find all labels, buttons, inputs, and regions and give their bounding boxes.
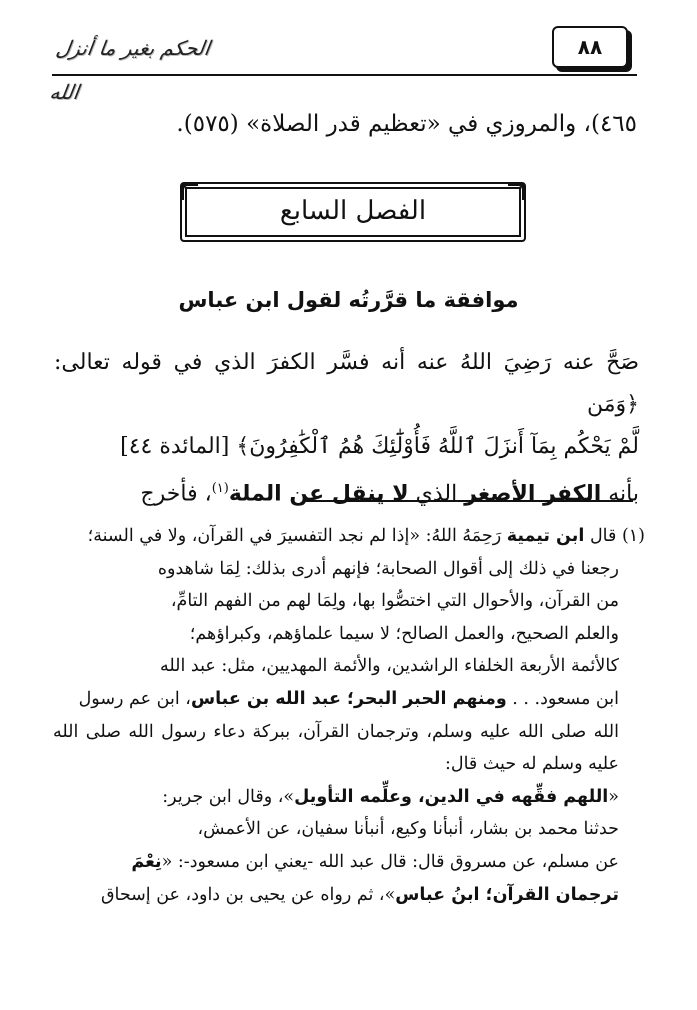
footnote-text: »، ثم رواه عن يحيى بن داود، عن إسحاق [100, 884, 396, 905]
footnote-bold-ibn-abbas: ومنهم الحبر البحر؛ عبد الله بن عباس [190, 688, 507, 709]
footnote-block [53, 520, 645, 911]
footnote-line-4: والعلم الصحيح، والعمل الصالح؛ لا سيما علماؤهم، وكبراؤهم؛ [189, 623, 619, 644]
footnote-line-8 [53, 781, 645, 814]
main-paragraph [54, 342, 639, 515]
footnote-text: قال [584, 526, 622, 546]
footnote-text: عن مسلم، عن مسروق قال: قال عبد الله -يعني ابن مسعود-: « [161, 851, 619, 872]
footnote-line-3: من القرآن، والأحوال التي اختصُّوا بها، ولِمَا لهم من الفهم التامِّ، [170, 591, 619, 612]
footnote-marker: (١) [621, 526, 645, 546]
section-heading: موافقة ما قرَّرتُه لقول ابن عباس [178, 288, 519, 312]
bold-phrase-lesser-kufr: الكفر الأصغر [464, 481, 602, 507]
chapter-title-frame [180, 182, 526, 242]
main-line-3 [54, 468, 639, 515]
main-line-1: صَحَّ عنه رَضِيَ اللهُ عنه أنه فسَّر الكفرَ الذي في قوله تعالى: ﴿وَمَن [54, 350, 639, 417]
footnote-line-5: كالأئمة الأربعة الخلفاء الراشدين، والأئمة المهديين، مثل: عبد الله [159, 656, 619, 677]
header-rule [52, 74, 637, 76]
main-line-2: لَّمْ يَحْكُم بِمَآ أَنزَلَ ٱللَّهُ فَأُوْلَٰٓئِكَ هُمُ ٱلْكَٰفِرُونَ﴾ [المائدة ٤٤] [120, 434, 639, 459]
footnote-line-6 [53, 683, 645, 716]
footnote-reference[interactable]: (١) [211, 481, 229, 496]
footnote-line-7: الله صلى الله عليه وسلم، وترجمان القرآن، ببركة دعاء رسول الله صلى الله عليه وسلم له حيث قال: [53, 721, 619, 775]
footnote-bold-name: ابن تيمية [506, 526, 585, 546]
footnote-bold-dua: اللهم فقِّهه في الدين، وعلِّمه التأويل [294, 786, 609, 807]
footnote-text: ابن مسعود. . . [506, 688, 619, 709]
footnote-separator [306, 500, 633, 502]
footnote-bold-nima: نِعْمَ [131, 851, 162, 872]
footnote-line-11 [53, 879, 645, 912]
footnote-text: ، ابن عم رسول [78, 688, 191, 709]
page-number-box: ٨٨ [552, 26, 628, 68]
footnote-text: رَحِمَهُ اللهُ: «إذا لم نجد التفسيرَ في القرآن، ولا في السنة؛ [87, 526, 507, 546]
footnote-line-1 [53, 520, 645, 553]
footnote-line-2: رجعنا في ذلك إلى أقوال الصحابة؛ فإنهم أدرى بذلك: لِمَا شاهدوه [157, 558, 619, 579]
footnote-line-10 [53, 846, 645, 879]
main-line-3-mid: الذي [408, 481, 465, 507]
bold-phrase-not-expelling: لا ينقل عن الملة [228, 481, 409, 507]
chapter-title: الفصل السابع [279, 196, 427, 226]
footnote-bold-tarjuman: ترجمان القرآن؛ ابنُ عباس [395, 884, 619, 905]
footnote-text: »، وقال ابن جرير: [162, 786, 295, 807]
footnote-text: « [608, 786, 619, 807]
main-line-3-post: ، فأخرج [140, 481, 212, 507]
running-header-title: الحكم بغير ما أنزل الله [48, 36, 212, 104]
main-line-3-pre: بأنه [601, 481, 639, 507]
footnote-line-9: حدثنا محمد بن بشار، أنبأنا وكيع، أنبأنا سفيان، عن الأعمش، [197, 819, 619, 840]
continuation-line: ٤٦٥)، والمروزي في «تعظيم قدر الصلاة» (٥٧٥). [176, 111, 637, 137]
